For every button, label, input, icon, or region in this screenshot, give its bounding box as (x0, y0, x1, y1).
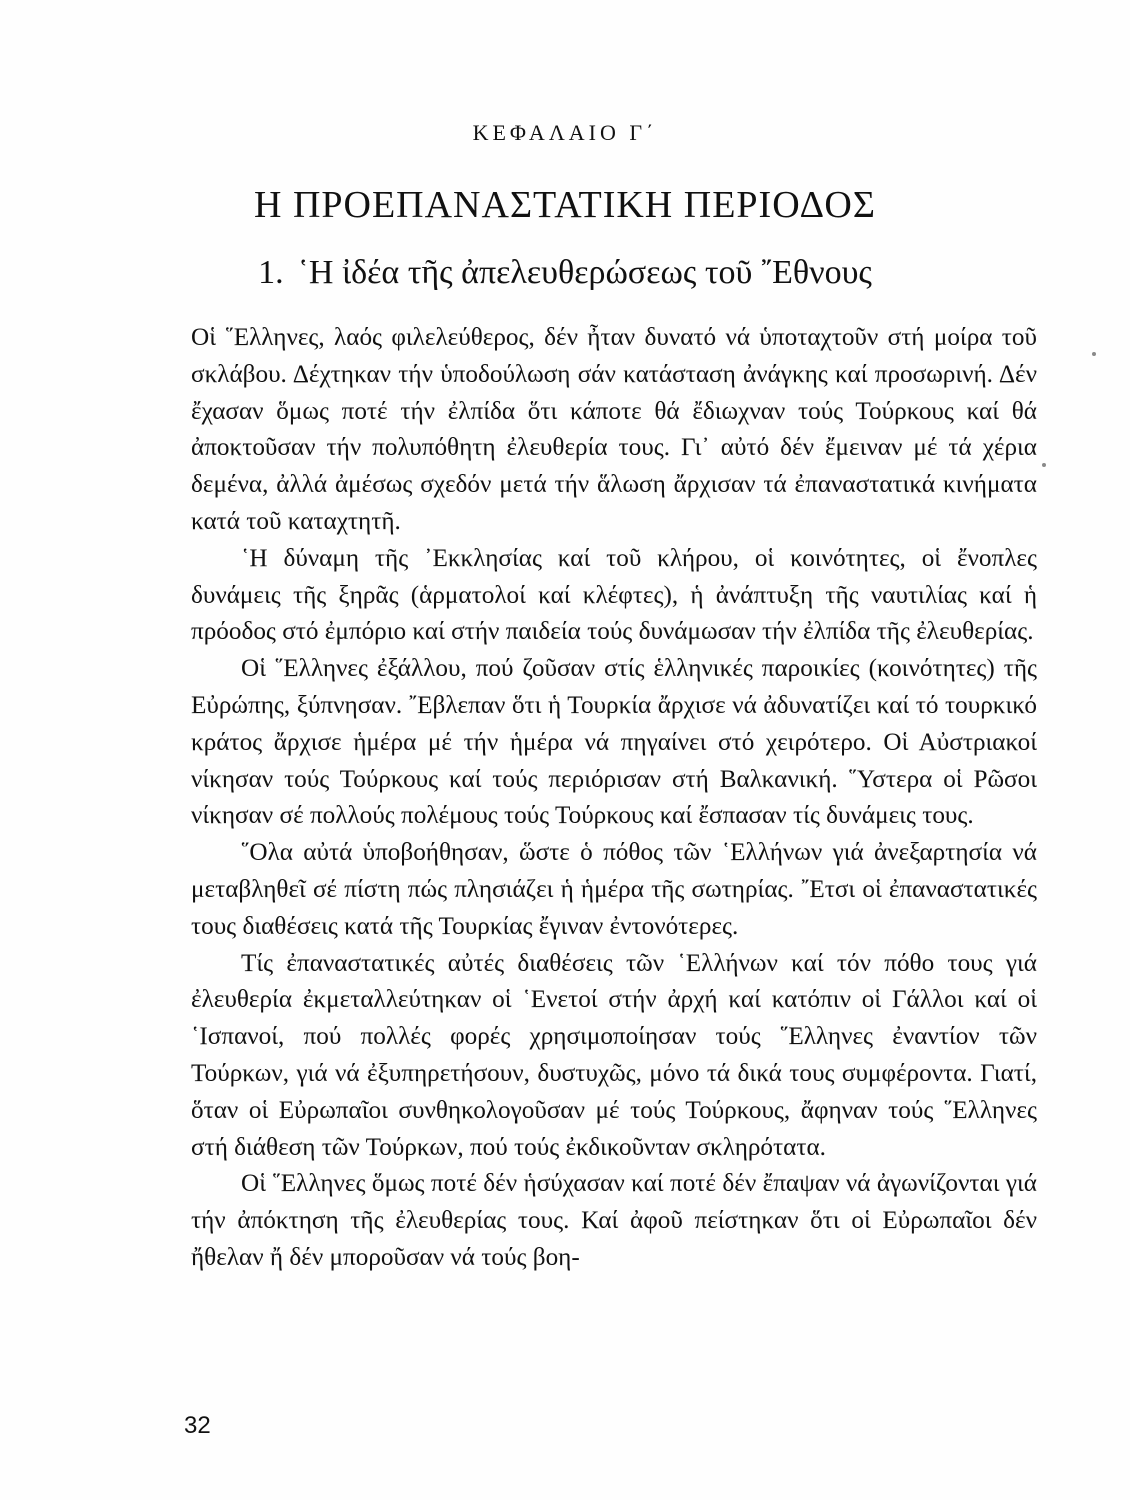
chapter-label: ΚΕΦΑΛΑΙΟ Γ΄ (472, 120, 658, 145)
paragraph: ῾Η δύναμη τῆς ᾽Εκκλησίας καί τοῦ κλήρου, οἱ κοινότητες, οἱ ἔνοπλες δυνάμεις τῆς ξηρᾶς (ἁρματολοί καί κλέφτες), ἡ ἀνάπτυξη τῆς ναυτιλίας καί ἡ πρόοδος στό ἐμπόριο καί στήν παιδεία τούς δυνάμωσαν τήν ἐλπίδα τῆς ἐλευθερίας. (191, 544, 1037, 646)
page-number: 32 (184, 1412, 211, 1439)
section-title: ῾Η ἰδέα τῆς ἀπελευθερώσεως τοῦ ῎Εθνους (297, 254, 872, 291)
margin-speck (1042, 463, 1046, 467)
paragraph: Οἱ ῞Ελληνες, λαός φιλελεύθερος, δέν ἦταν δυνατό νά ὑποταχτοῦν στή μοίρα τοῦ σκλάβου. Δέχτηκαν τήν ὑποδούλωση σάν κατάσταση ἀνάγκης καί προσωρινή. Δέν ἔχασαν ὅμως ποτέ τήν ἐλπίδα ὅτι κάποτε θά ἔδιωχναν τούς Τούρκους καί θά ἀποκτοῦσαν τήν πολυπόθητη ἐλευθερία τους. Γι᾽ αὐτό δέν ἔμειναν μέ τά χέρια δεμένα, ἀλλά ἀμέσως σχεδόν μετά τήν ἅλωση ἄρχισαν τά ἐπαναστατικά κινήματα κατά τοῦ καταχτητῆ. (191, 324, 1037, 535)
paragraph: Οἱ ῞Ελληνες ὅμως ποτέ δέν ἡσύχασαν καί ποτέ δέν ἔπαψαν νά ἀγωνίζονται γιά τήν ἀπόκτηση τῆς ἐλευθερίας τους. Καί ἀφοῦ πείστηκαν ὅτι οἱ Εὐρωπαῖοι δέν ἤθελαν ἤ δέν μποροῦσαν νά τούς βοη- (191, 1170, 1037, 1271)
paragraph: Τίς ἐπαναστατικές αὐτές διαθέσεις τῶν ῾Ελλήνων καί τόν πόθο τους γιά ἐλευθερία ἐκμεταλλεύτηκαν οἱ ῾Ενετοί στήν ἀρχή καί κατόπιν οἱ Γάλλοι καί οἱ ῾Ισπανοί, πού πολλές φορές χρησιμοποίησαν τούς ῞Ελληνες ἐναντίον τῶν Τούρκων, γιά νά ἐξυπηρετήσουν, δυστυχῶς, μόνο τά δικά τους συμφέροντα. Γιατί, ὅταν οἱ Εὐρωπαῖοι συνθηκολογοῦσαν μέ τούς Τούρκους, ἄφηναν τούς ῞Ελληνες στή διάθεση τῶν Τούρκων, πού τούς ἐκδικοῦνταν σκληρότατα. (191, 949, 1037, 1161)
body-text (191, 320, 1037, 1277)
section-heading (0, 254, 1130, 292)
paragraph: Οἱ ῞Ελληνες ἐξάλλου, πού ζοῦσαν στίς ἑλληνικές παροικίες (κοινότητες) τῆς Εὐρώπης, ξύπνησαν. ῎Εβλεπαν ὅτι ἡ Τουρκία ἄρχισε νά ἀδυνατίζει καί τό τουρκικό κράτος ἄρχισε ἡμέρα μέ τήν ἡμέρα νά πηγαίνει στό χειρότερο. Οἱ Αὐστριακοί νίκησαν τούς Τούρκους καί τούς περιόρισαν στή Βαλκανική. ῞Υστερα οἱ Ρῶσοι νίκησαν σέ πολλούς πολέμους τούς Τούρκους καί ἔσπασαν τίς δυνάμεις τους. (191, 655, 1037, 830)
chapter-title: Η ΠΡΟΕΠΑΝΑΣΤΑΤΙΚΗ ΠΕΡΙΟΔΟΣ (254, 184, 876, 226)
margin-speck (1092, 352, 1096, 356)
paragraph: ῞Ολα αὐτά ὑποβοήθησαν, ὥστε ὁ πόθος τῶν ῾Ελλήνων γιά ἀνεξαρτησία νά μεταβληθεῖ σέ πίστη πώς πλησιάζει ἡ ἡμέρα τῆς σωτηρίας. ῎Ετσι οἱ ἐπαναστατικές τους διαθέσεις κατά τῆς Τουρκίας ἔγιναν ἐντονότερες. (191, 839, 1037, 940)
section-number: 1. (258, 254, 284, 291)
